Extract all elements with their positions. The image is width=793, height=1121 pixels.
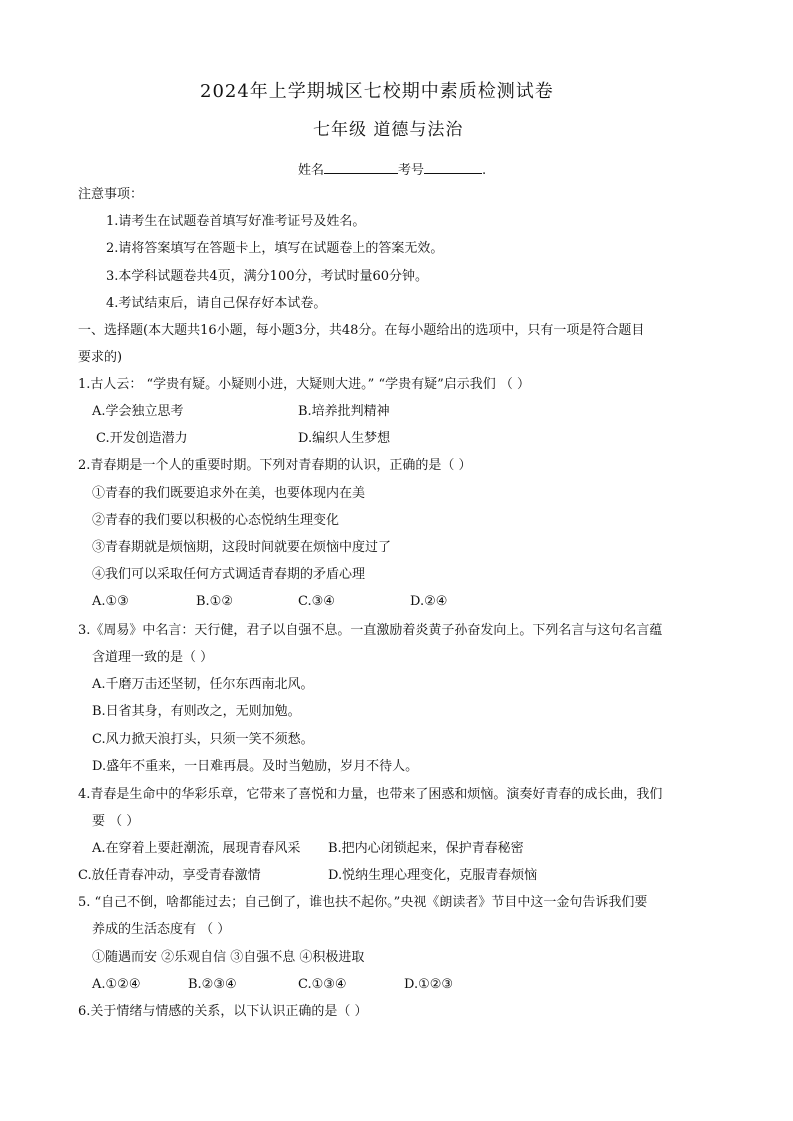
- q3-stem-line2: 含道理一致的是（ ）: [92, 650, 214, 665]
- name-label: 姓名: [298, 163, 325, 178]
- notice-heading: 注意事项：: [78, 187, 144, 202]
- q5-stem-line2: 养成的生活态度有 （ ）: [92, 922, 231, 937]
- notice-item-1: 1.请考生在试题卷首填写好准考证号及姓名。: [106, 214, 366, 229]
- q4-option-a: A.在穿着上要赶潮流，展现青春风采: [92, 841, 301, 856]
- notice-item-3: 3.本学科试题卷共4页，满分100分，考试时量60分钟。: [106, 269, 429, 284]
- notice-item-2: 2.请将答案填写在答题卡上，填写在试题卷上的答案无效。: [106, 241, 444, 256]
- q4-stem-line2: 要 （ ）: [92, 814, 140, 829]
- q5-option-c: C.①③④: [298, 977, 347, 992]
- q2-stem: 2.青春期是一个人的重要时期。下列对青春期的认识，正确的是（ ）: [78, 458, 472, 473]
- q6-stem: 6.关于情绪与情感的关系，以下认识正确的是（ ）: [78, 1004, 368, 1019]
- q1-option-b: B.培养批判精神: [298, 404, 390, 419]
- name-blank: [324, 159, 398, 174]
- q5-option-a: A.①②④: [92, 977, 141, 992]
- id-label: 考号: [398, 163, 425, 178]
- q5-stem-line1: 5. “自己不倒，啥都能过去；自己倒了，谁也扶不起你。”央视《朗读者》节目中这一金句告诉我们要: [78, 895, 648, 910]
- q2-option-c: C.③④: [298, 594, 335, 609]
- q5-items: ①随遇而安 ②乐观自信 ③自强不息 ④积极进取: [92, 950, 365, 965]
- q3-option-d: D.盛年不重来，一日难再晨。及时当勉励，岁月不待人。: [92, 759, 419, 774]
- q5-option-b: B.②③④: [188, 977, 237, 992]
- q2-statement-1: ①青春的我们既要追求外在美，也要体现内在美: [92, 486, 366, 501]
- exam-title: 2024年上学期城区七校期中素质检测试卷: [200, 81, 554, 102]
- q1-option-d: D.编织人生梦想: [298, 431, 391, 446]
- id-tail: .: [482, 163, 487, 178]
- q4-stem-line1: 4.青春是生命中的华彩乐章，它带来了喜悦和力量，也带来了困惑和烦恼。演奏好青春的成长曲，我们: [78, 787, 663, 802]
- q3-stem-line1: 3.《周易》中名言：天行健，君子以自强不息。一直激励着炎黄子孙奋发向上。下列名言与这句名言蕴: [78, 623, 663, 638]
- q2-statement-4: ④我们可以采取任何方式调适青春期的矛盾心理: [92, 567, 366, 582]
- q1-option-a: A.学会独立思考: [92, 404, 184, 419]
- q2-statement-2: ②青春的我们要以积极的心态悦纳生理变化: [92, 513, 340, 528]
- exam-subtitle: 七年级 道德与法治: [313, 120, 464, 140]
- q1-option-c: C.开发创造潜力: [96, 431, 188, 446]
- q2-option-d: D.②④: [410, 594, 448, 609]
- q1-stem: 1.古人云： “学贵有疑。小疑则小进，大疑则大进。” “学贵有疑”启示我们 （ ）: [78, 377, 531, 392]
- q4-option-b: B.把内心闭锁起来，保护青春秘密: [328, 841, 524, 856]
- q4-option-d: D.悦纳生理心理变化，克服青春烦恼: [328, 868, 538, 883]
- q5-option-d: D.①②③: [404, 977, 454, 992]
- q2-option-a: A.①③: [92, 594, 129, 609]
- q3-option-a: A.千磨万击还坚韧，任尔东西南北风。: [92, 677, 314, 692]
- section-heading-line2: 要求的): [78, 350, 123, 365]
- section-heading-line1: 一、选择题(本大题共16小题，每小题3分，共48分。在每小题给出的选项中，只有一项是符合题目: [78, 323, 645, 338]
- student-info-line: [298, 159, 486, 180]
- q3-option-b: B.日省其身，有则改之，无则加勉。: [92, 704, 301, 719]
- q2-statement-3: ③青春期就是烦恼期，这段时间就要在烦恼中度过了: [92, 540, 392, 555]
- q2-option-b: B.①②: [196, 594, 233, 609]
- q4-option-c: C.放任青春冲动，享受青春激情: [78, 868, 261, 883]
- notice-item-4: 4.考试结束后，请自己保存好本试卷。: [106, 296, 327, 311]
- id-blank: [424, 159, 482, 174]
- q3-option-c: C.风力掀天浪打头，只须一笑不须愁。: [92, 732, 314, 747]
